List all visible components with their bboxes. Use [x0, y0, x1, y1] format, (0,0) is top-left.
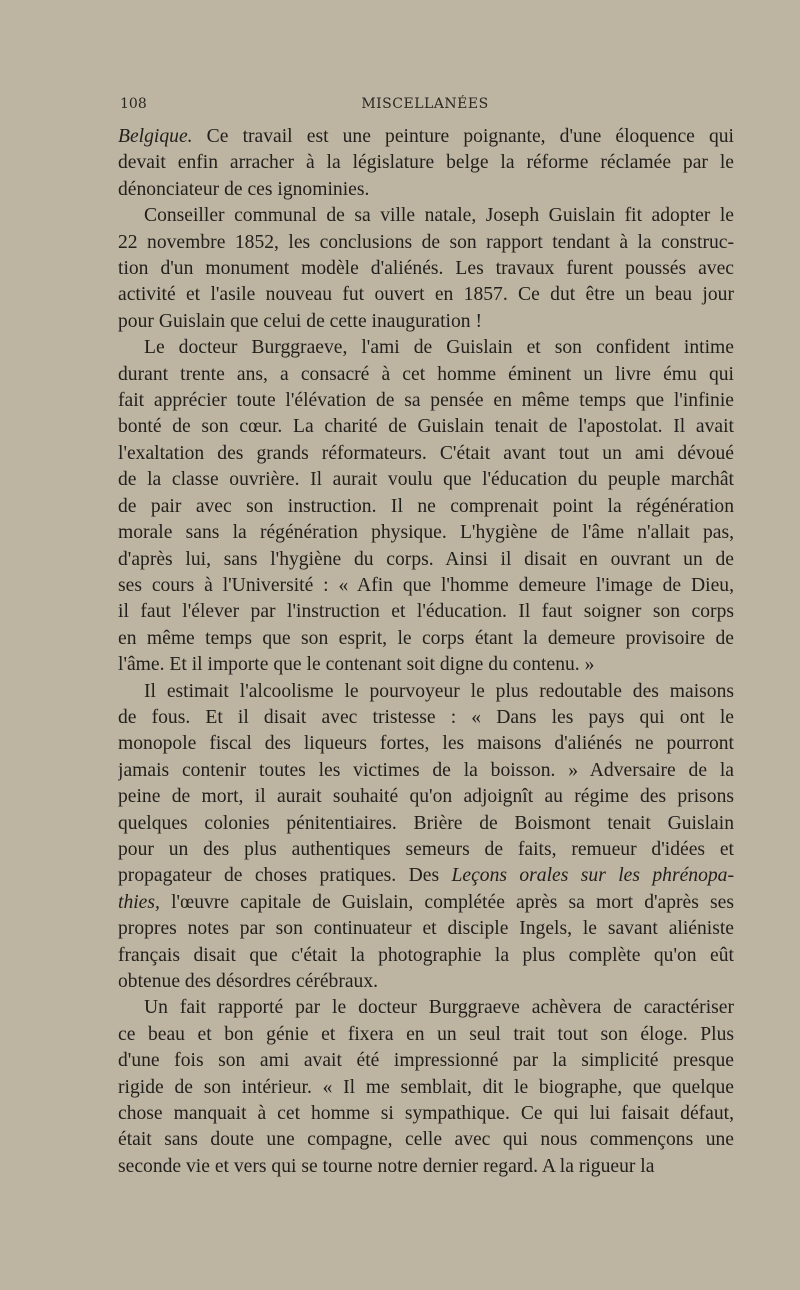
- text-line: [118, 520, 734, 546]
- italic-text: Belgique.: [118, 126, 193, 147]
- text-line: [118, 388, 734, 414]
- text-line: [118, 441, 734, 467]
- text-line: [118, 150, 734, 176]
- text-line: [118, 652, 734, 678]
- line-text: Il estimait l'alcoolisme le pourvoyeur le plus redoutable des maisons: [144, 680, 734, 702]
- paragraph: [118, 679, 734, 996]
- text-line: [118, 679, 734, 705]
- page-number: 108: [120, 96, 147, 112]
- text-line: [118, 1048, 734, 1074]
- text-line: [118, 626, 734, 652]
- text-line: [118, 1022, 734, 1048]
- line-text: de fous. Et il disait avec tristesse : « Dans les pays qui ont le: [118, 706, 734, 728]
- line-text: devait enfin arracher à la législature belge la réforme réclamée par le: [118, 152, 734, 174]
- line-text: durant trente ans, a consacré à cet homme éminent un livre ému qui: [118, 363, 734, 385]
- text-line: [118, 203, 734, 229]
- line-text: fait apprécier toute l'élévation de sa pensée en même temps que l'infinie: [118, 390, 734, 412]
- text-line: [118, 573, 734, 599]
- body-text: [118, 124, 734, 1180]
- line-text: dénonciateur de ces ignominies.: [118, 178, 370, 200]
- text-line: [118, 943, 734, 969]
- line-text: quelques colonies pénitentiaires. Brière de Boismont tenait Guislain: [118, 812, 734, 834]
- text-line: [118, 995, 734, 1021]
- line-text: était sans doute une compagne, celle avec qui nous commençons une: [118, 1129, 734, 1151]
- line-text: propres notes par son continuateur et disciple Ingels, le savant aliéniste: [118, 918, 734, 940]
- text-line: [118, 494, 734, 520]
- paragraph: [118, 335, 734, 678]
- line-text: Le docteur Burggraeve, l'ami de Guislain et son confident intime: [144, 337, 734, 359]
- line-text: 22 novembre 1852, les conclusions de son rapport tendant à la construc-: [118, 231, 734, 253]
- italic-text: thies,: [118, 891, 160, 913]
- italic-text: Leçons orales sur les phrénopa-: [451, 865, 734, 887]
- line-text: il faut l'élever par l'instruction et l'éducation. Il faut soigner son corps: [118, 601, 734, 623]
- text-line: [118, 177, 734, 203]
- text-line: [118, 362, 734, 388]
- line-text: l'exaltation des grands réformateurs. C'était avant tout un ami dévoué: [118, 442, 734, 464]
- line-text: de la classe ouvrière. Il aurait voulu que l'éducation du peuple marchât: [118, 469, 734, 491]
- line-text: l'âme. Et il importe que le contenant soit digne du contenu. »: [118, 654, 595, 676]
- text-line: [118, 230, 734, 256]
- line-text: d'une fois son ami avait été impressionné par la simplicité presque: [118, 1050, 734, 1072]
- line-text: morale sans la régénération physique. L'hygiène de l'âme n'allait pas,: [118, 522, 734, 544]
- line-text: propagateur de choses pratiques. Des: [118, 865, 452, 887]
- line-text: Un fait rapporté par le docteur Burggraeve achèvera de caractériser: [144, 997, 734, 1019]
- line-text: pour Guislain que celui de cette inauguration !: [118, 310, 482, 332]
- paragraph: [118, 124, 734, 203]
- text-line: [118, 837, 734, 863]
- text-line: [118, 599, 734, 625]
- line-text: français disait que c'était la photographie la plus complète qu'on eût: [118, 944, 734, 966]
- paragraph: [118, 995, 734, 1180]
- text-line: [118, 731, 734, 757]
- line-text: seconde vie et vers qui se tourne notre dernier regard. A la rigueur la: [118, 1155, 655, 1177]
- line-text: obtenue des désordres cérébraux.: [118, 971, 379, 992]
- text-line: [118, 467, 734, 493]
- text-line: [118, 758, 734, 784]
- line-text: de pair avec son instruction. Il ne comprenait point la régénération: [118, 495, 734, 517]
- page-header: [120, 96, 730, 120]
- running-title: MISCELLANÉES: [361, 96, 489, 112]
- line-text: rigide de son intérieur. « Il me semblait, dit le biographe, que quelque: [118, 1076, 734, 1098]
- line-text: activité et l'asile nouveau fut ouvert en 1857. Ce dut être un beau jour: [118, 284, 734, 306]
- line-text: d'après lui, sans l'hygiène du corps. Ainsi il disait en ouvrant un de: [118, 548, 734, 570]
- text-line: [118, 811, 734, 837]
- line-text: chose manquait à cet homme si sympathique. Ce qui lui faisait défaut,: [118, 1103, 734, 1125]
- text-line: [118, 1154, 734, 1180]
- line-text: ce beau et bon génie et fixera en un seul trait tout son éloge. Plus: [118, 1023, 734, 1045]
- line-text: jamais contenir toutes les victimes de la boisson. » Adversaire de la: [118, 759, 734, 781]
- text-line: [118, 1127, 734, 1153]
- text-line: [118, 784, 734, 810]
- text-line: [118, 1075, 734, 1101]
- line-text: Conseiller communal de sa ville natale, Joseph Guislain fit adopter le: [144, 205, 734, 227]
- text-line: [118, 547, 734, 573]
- line-text: en même temps que son esprit, le corps étant la demeure provisoire de: [118, 627, 734, 649]
- line-text: pour un des plus authentiques semeurs de faits, remueur d'idées et: [118, 838, 734, 860]
- line-text: peine de mort, il aurait souhaité qu'on adjoignît au régime des prisons: [118, 786, 734, 808]
- text-line: [118, 256, 734, 282]
- text-line: [118, 1101, 734, 1127]
- line-text: tion d'un monument modèle d'aliénés. Les travaux furent poussés avec: [118, 258, 734, 280]
- text-line: [118, 969, 734, 995]
- text-line: [118, 705, 734, 731]
- line-text: ses cours à l'Université : « Afin que l'homme demeure l'image de Dieu,: [118, 574, 734, 596]
- line-text: bonté de son cœur. La charité de Guislain tenait de l'apostolat. Il avait: [118, 416, 734, 438]
- text-line: [118, 335, 734, 361]
- text-line: [118, 890, 734, 916]
- text-line: [118, 282, 734, 308]
- line-text: monopole fiscal des liqueurs fortes, les maisons d'aliénés ne pourront: [118, 733, 734, 755]
- text-line: [118, 916, 734, 942]
- text-line: [118, 414, 734, 440]
- text-line: [118, 124, 734, 150]
- paragraph: [118, 203, 734, 335]
- text-line: [118, 863, 734, 889]
- text-line: [118, 309, 734, 335]
- line-text: l'œuvre capitale de Guislain, complétée après sa mort d'après ses: [159, 891, 734, 913]
- line-text: Ce travail est une peinture poignante, d'une éloquence qui: [192, 126, 734, 147]
